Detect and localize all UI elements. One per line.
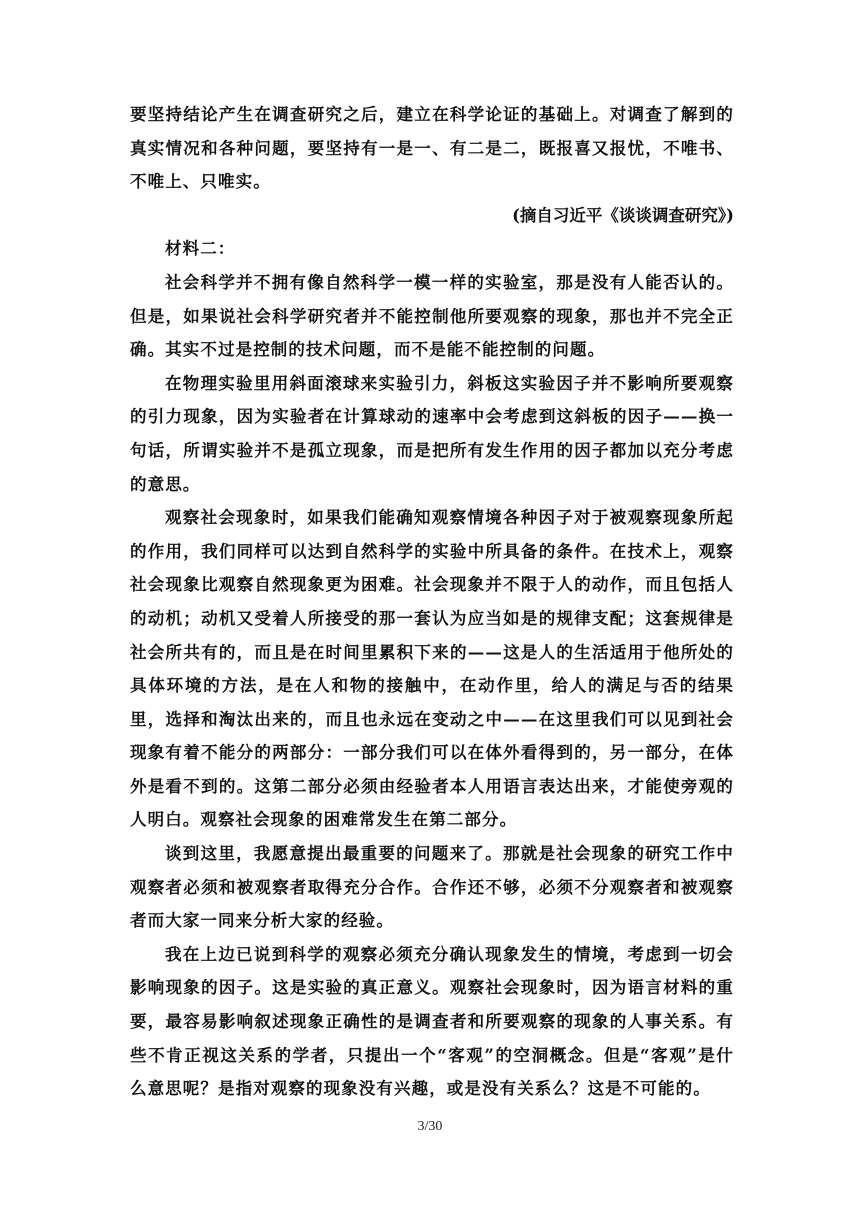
material-two-heading: 材料二： xyxy=(165,239,236,259)
paragraph-continuation: 要坚持结论产生在调查研究之后，建立在科学论证的基础上。对调查了解到的真实情况和各种问题，要坚持有一是一、有二是二，既报喜又报忧，不唯书、不唯上、只唯实。 xyxy=(130,105,734,192)
paragraph-social-science-lab: 社会科学并不拥有像自然科学一模一样的实验室，那是没有人能否认的。但是，如果说社会科学研究者并不能控制他所要观察的现象，那也并不完全正确。其实不过是控制的技术问题，而不是能不能控制的问题。 xyxy=(130,272,734,360)
paragraph-physics-experiment: 在物理实验里用斜面滚球来实验引力，斜板这实验因子并不影响所要观察的引力现象，因为实验者在计算球动的速率中会考虑到这斜板的因子——换一句话，所谓实验并不是孤立现象，而是把所有发生作用的因子都加以充分考虑的意思。 xyxy=(130,373,734,494)
paragraph-objectivity: 我在上边已说到科学的观察必须充分确认现象发生的情境，考虑到一切会影响现象的因子。这是实验的真正意义。观察社会现象时，因为语言材料的重要，最容易影响叙述现象正确性的是调查者和所要观察的现象的人事关系。有些不肯正视这关系的学者，只提出一个“客观”的空洞概念。但是“客观”是什么意思呢？是指对观察的现象没有兴趣，或是没有关系么？这是不可能的。 xyxy=(130,944,734,1099)
paragraph-observing-social-phenomena: 观察社会现象时，如果我们能确知观察情境各种因子对于被观察现象所起的作用，我们同样可以达到自然科学的实验中所具备的条件。在技术上，观察社会现象比观察自然现象更为困难。社会现象并不限于人的动作，而且包括人的动机；动机又受着人所接受的那一套认为应当如是的规律支配；这套规律是社会所共有的，而且是在时间里累积下来的——这是人的生活适用于他所处的具体环境的方法，是在人和物的接触中，在动作里，给人的满足与否的结果里，选择和淘汰出来的，而且也永远在变动之中——在这里我们可以见到社会现象有着不能分的两部分：一部分我们可以在体外看得到的，另一部分，在体外是看不到的。这第二部分必须由经验者本人用语言表达出来，才能使旁观的人明白。观察社会现象的困难常发生在第二部分。 xyxy=(130,508,734,830)
page-number: 3/30 xyxy=(417,1119,443,1134)
citation-source: (摘自习近平《谈谈调查研究》) xyxy=(512,205,734,225)
paragraph-cooperation: 谈到这里，我愿意提出最重要的问题来了。那就是社会现象的研究工作中观察者必须和被观察者取得充分合作。合作还不够，必须不分观察者和被观察者而大家一同来分析大家的经验。 xyxy=(130,844,734,931)
document-body xyxy=(130,98,734,1106)
